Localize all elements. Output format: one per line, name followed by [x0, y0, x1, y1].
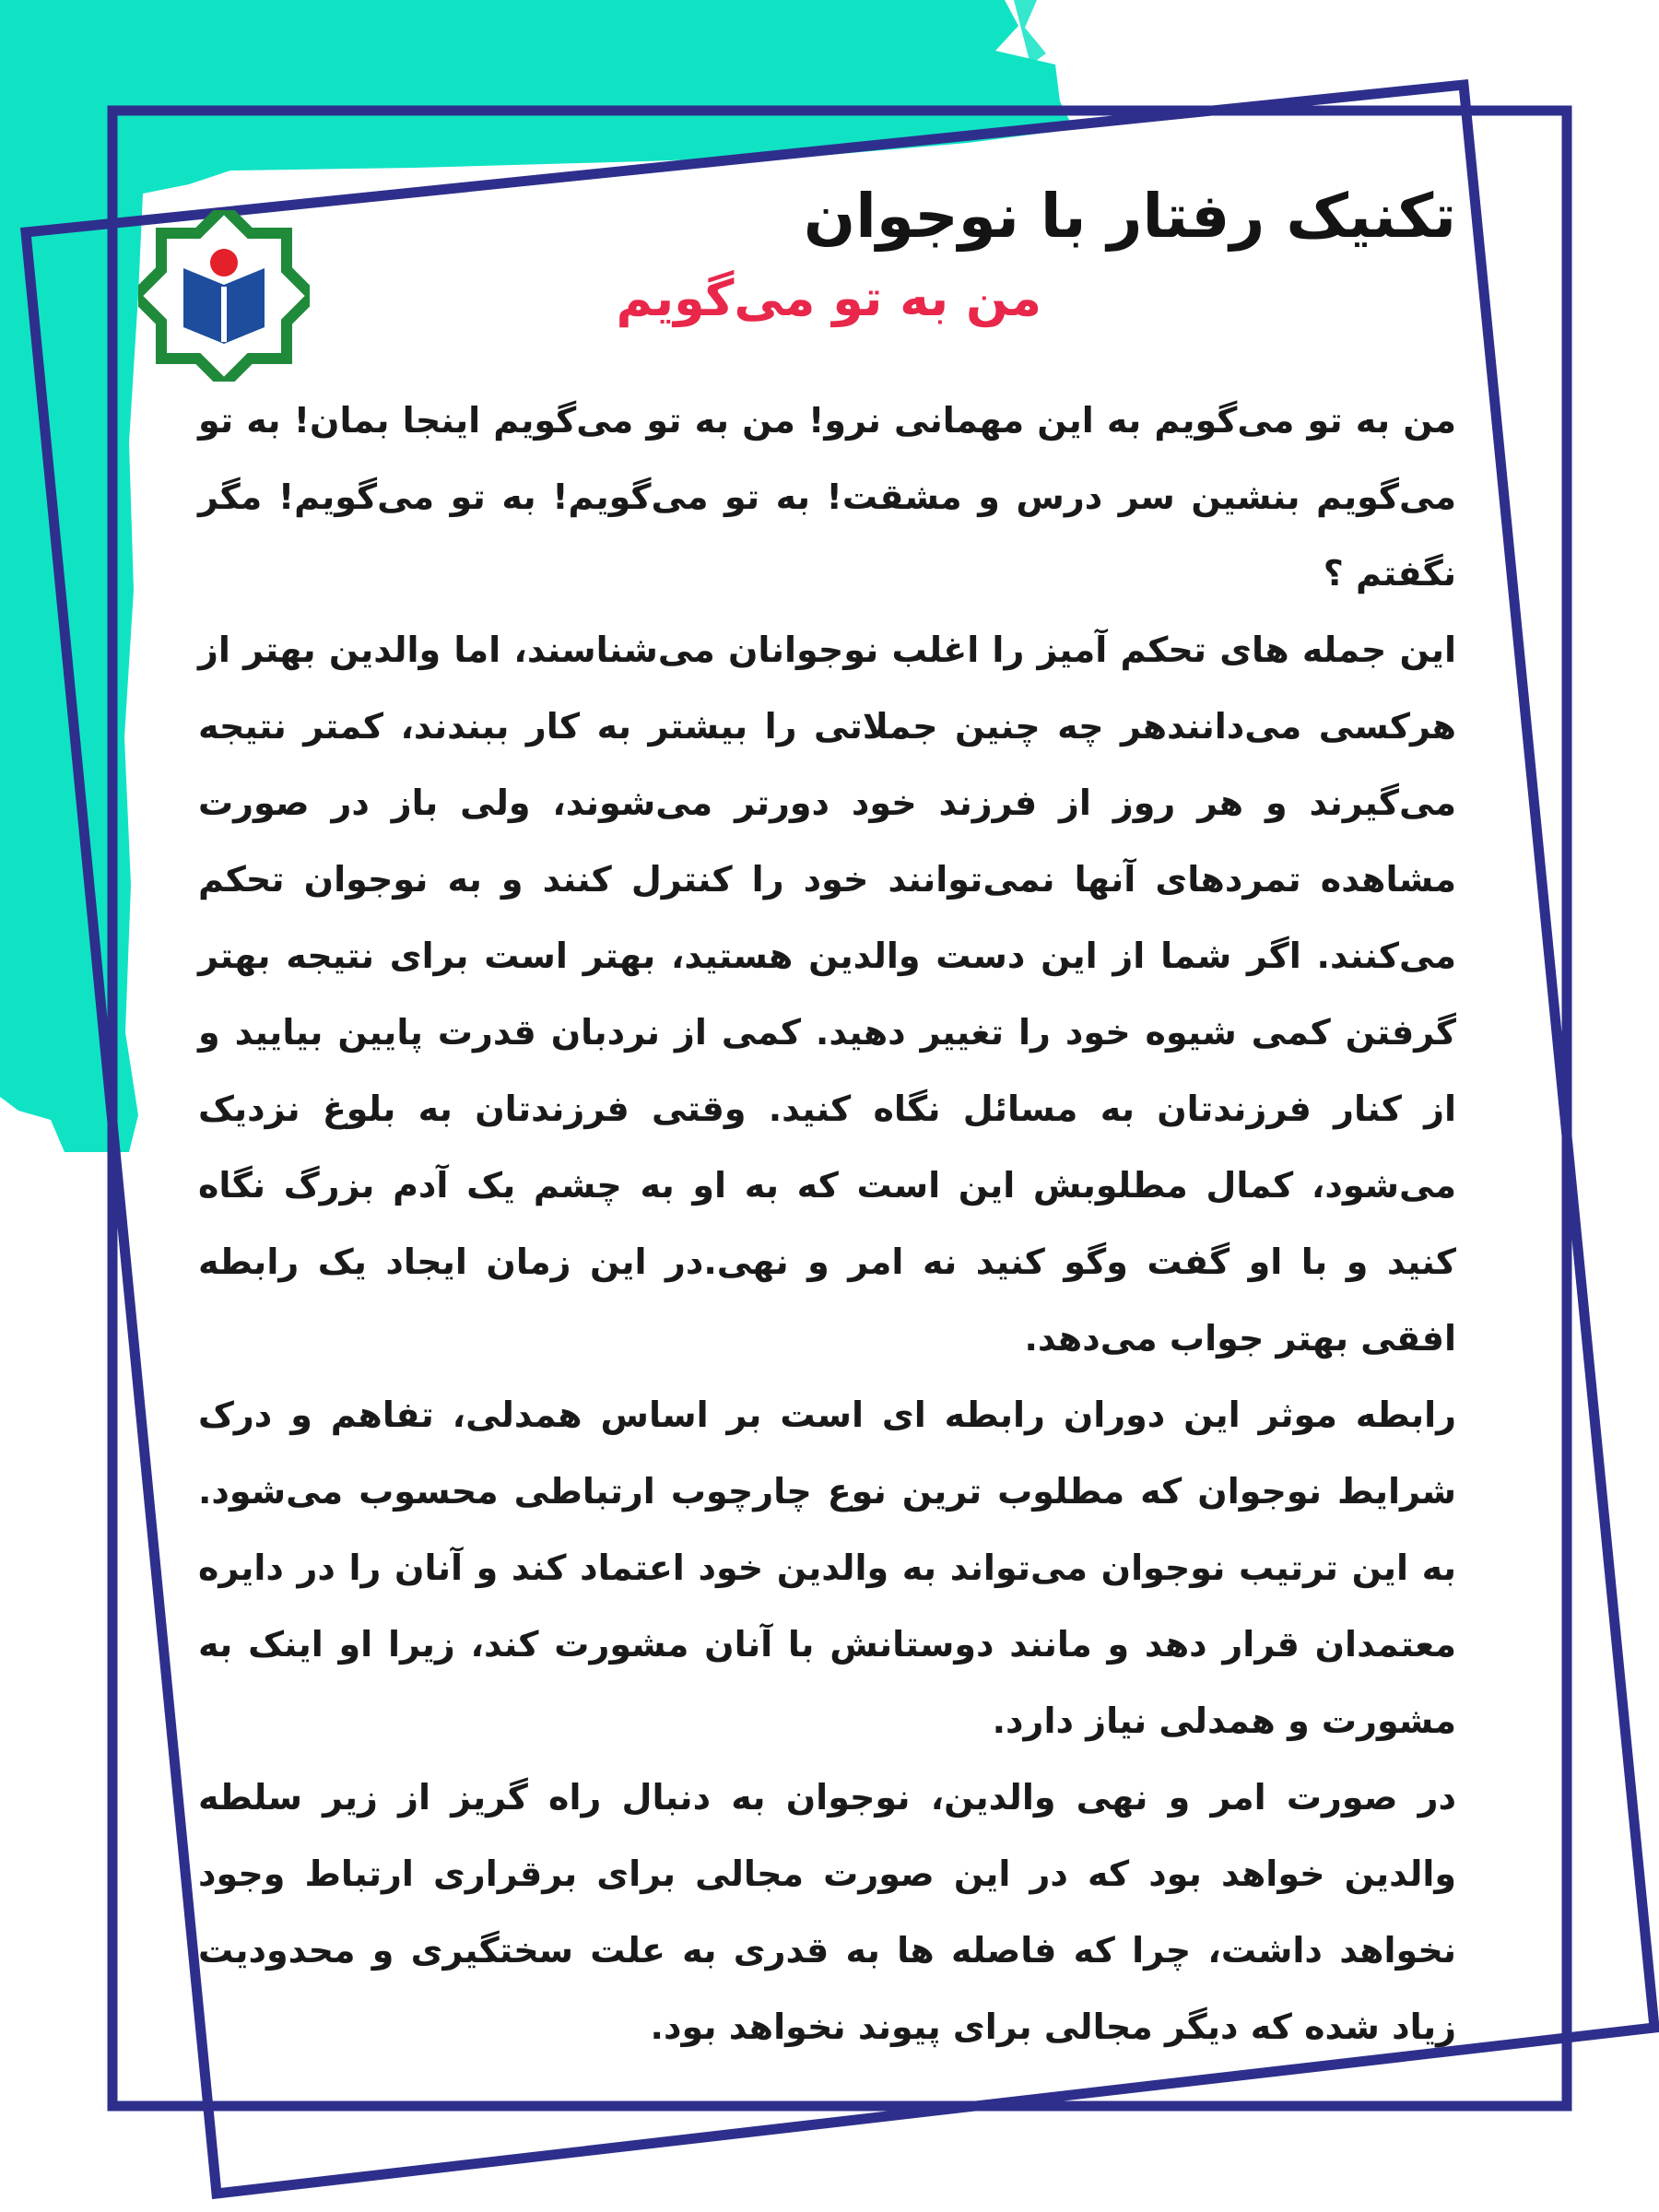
- paragraph: رابطه موثر این دوران رابطه ای است بر اساس همدلی، تفاهم و درک شرایط نوجوان که مطلوب ترین نوع چارچوب ارتباطی محسوب می‌شود. به این ترتیب نوجوان می‌تواند به والدین خود اعتماد کند و آنان را در دایره معتمدان قرار دهد و مانند دوستانش با آنان مشورت کند، زیرا او اینک به مشورت و همدلی نیاز دارد.: [198, 1394, 1456, 1741]
- article-body: [198, 382, 1456, 2065]
- turquoise-brush-wisp: [1014, 0, 1046, 65]
- paragraph: در صورت امر و نهی والدین، نوجوان به دنبال راه گریز از زیر سلطه والدین خواهد بود که در این صورت مجالی برای برقراری ارتباط وجود نخواهد داشت، چرا که فاصله ها به قدری به علت سختگیری و محدودیت زیاد شده که دیگر مجالی برای پیوند نخواهد بود.: [198, 1777, 1456, 2047]
- page-title: تکنیک رفتار با نوجوان: [803, 181, 1456, 252]
- paragraph: من به تو می‌گویم به این مهمانی نرو! من به تو می‌گویم اینجا بمان! به تو می‌گویم بنشین سر درس و مشقت! به تو می‌گویم! به تو می‌گویم! مگر نگفتم ؟: [198, 400, 1456, 594]
- paragraph: این جمله های تحکم آمیز را اغلب نوجوانان می‌شناسند، اما والدین بهتر از هرکسی می‌دانندهر چه چنین جملاتی را بیشتر به کار ببندند، کمتر نتیجه می‌گیرند و هر روز از فرزند خود دورتر می‌شوند، ولی باز در صورت مشاهده تمردهای آنها نمی‌توانند خود را کنترل کنند و به نوجوان تحکم می‌کنند. اگر شما از این دست والدین هستید، بهتر است برای نتیجه بهتر گرفتن کمی شیوه خود را تغییر دهید. کمی از نردبان قدرت پایین بیایید و از کنار فرزندتان به مسائل نگاه کنید. وقتی فرزندتان به بلوغ نزدیک می‌شود، کمال مطلوبش این است که به او به چشم یک آدم بزرگ نگاه کنید و با او گفت وگو کنید نه امر و نهی.در این زمان ایجاد یک رابطه افقی بهتر جواب می‌دهد.: [198, 629, 1456, 1359]
- logo-emblem-icon: [138, 210, 310, 382]
- page-subtitle: من به تو می‌گویم: [616, 269, 1041, 327]
